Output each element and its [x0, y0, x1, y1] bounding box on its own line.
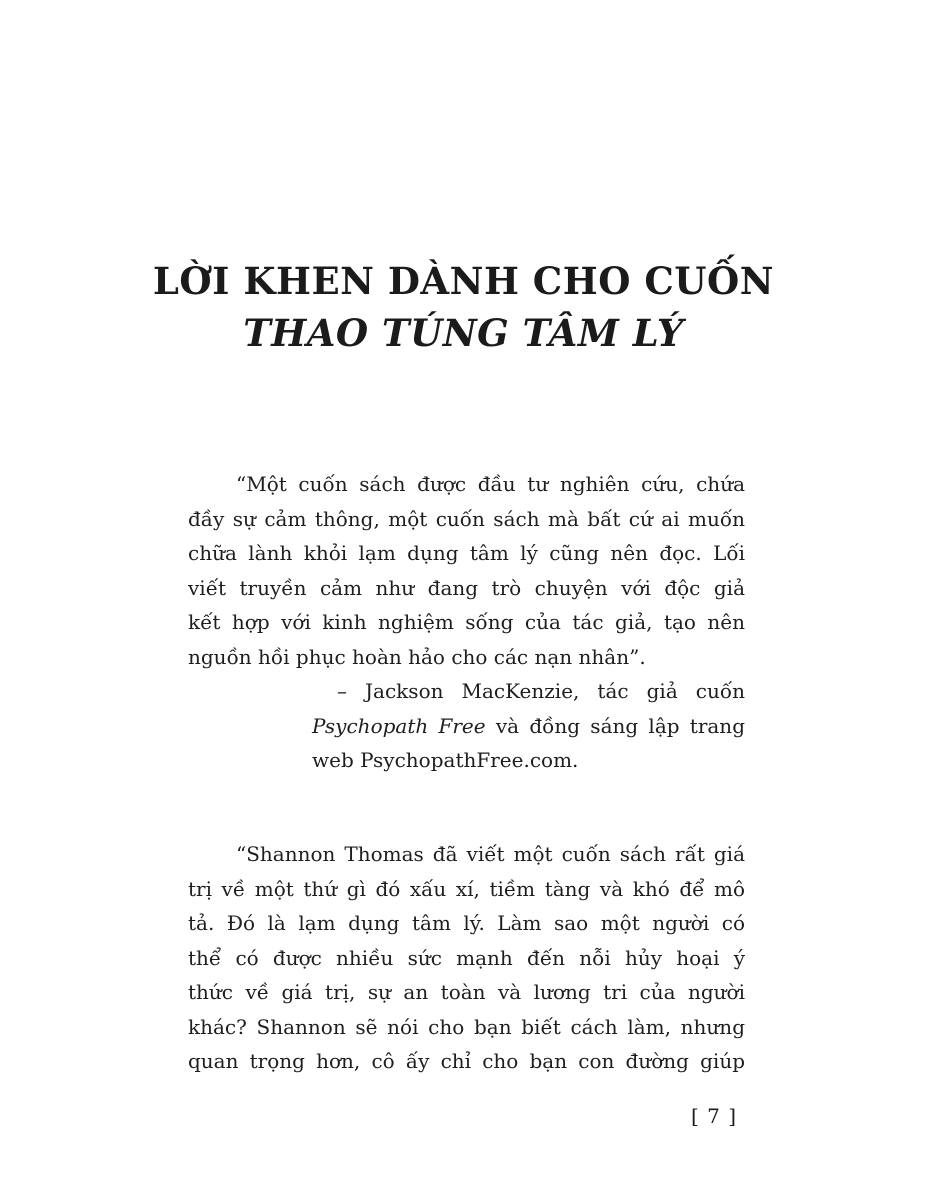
review-attribution — [312, 674, 745, 778]
quote2-line: “Shannon Thomas đã viết một cuốn sách rất giá — [236, 842, 745, 866]
attribution-book-title: Psychopath Free — [312, 713, 486, 738]
page-number: [ 7 ] — [690, 1104, 737, 1128]
quote2-line: quan trọng hơn, cô ấy chỉ cho bạn con đường giúp — [188, 1049, 745, 1073]
quote1-line: chữa lành khỏi lạm dụng tâm lý cũng nên đọc. Lối — [188, 541, 745, 565]
praise-heading-line1: LỜI KHEN DÀNH CHO CUỐN — [152, 259, 775, 303]
review-quote-2 — [188, 837, 745, 1079]
quote1-line: viết truyền cảm như đang trò chuyện với độc giả — [188, 575, 745, 600]
quote1-line: đầy sự cảm thông, một cuốn sách mà bất cứ ai muốn — [188, 506, 745, 531]
quote2-line: khác? Shannon sẽ nói cho bạn biết cách làm, nhưng — [188, 1014, 745, 1039]
attribution-line: web PsychopathFree.com. — [312, 748, 579, 772]
quote2-line: thức về giá trị, sự an toàn và lương tri của người — [188, 980, 745, 1004]
quote2-line: trị về một thứ gì đó xấu xí, tiềm tàng và khó để mô — [188, 876, 745, 901]
attribution-line — [312, 709, 745, 744]
review-quote-1 — [188, 467, 745, 674]
quote1-line: “Một cuốn sách được đầu tư nghiên cứu, chứa — [236, 472, 745, 496]
quote1-line: nguồn hồi phục hoàn hảo cho các nạn nhân”. — [188, 644, 646, 669]
praise-heading-book-title: THAO TÚNG TÂM LÝ — [243, 311, 684, 355]
attribution-line: – Jackson MacKenzie, tác giả cuốn — [337, 679, 745, 703]
praise-heading — [0, 256, 927, 361]
quote1-line: kết hợp với kinh nghiệm sống của tác giả, tạo nên — [188, 610, 745, 634]
attribution-line-rest: và đồng sáng lập trang — [485, 713, 745, 738]
quote2-line: thể có được nhiều sức mạnh đến nỗi hủy hoại ý — [188, 945, 745, 970]
quote2-line: tả. Đó là lạm dụng tâm lý. Làm sao một người có — [188, 911, 745, 935]
